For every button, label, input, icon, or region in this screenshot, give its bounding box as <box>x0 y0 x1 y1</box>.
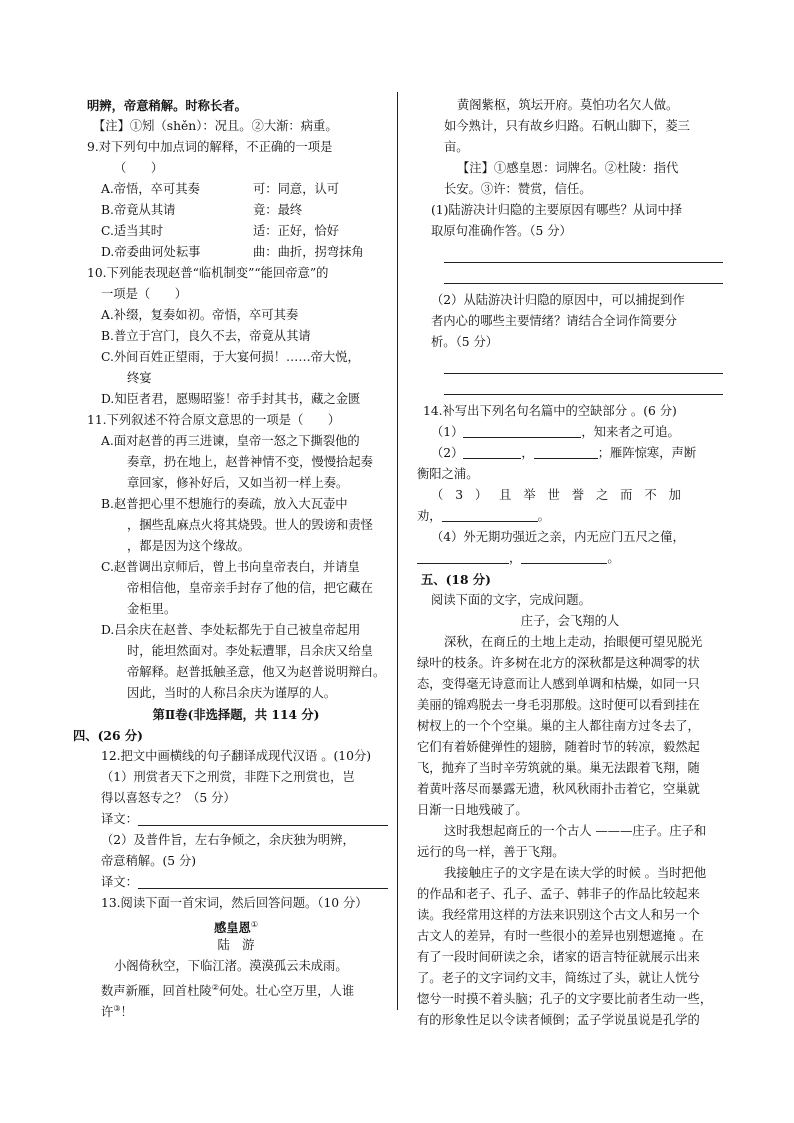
fill-item-3-cont: 劝， 。 <box>417 509 550 523</box>
option-d-cont: 帝解释。赵普抵触圣意，他又为赵普说明辩白。 <box>127 665 386 679</box>
text-line: 明辨，帝意稍解。时称长者。 <box>87 98 247 113</box>
answer-line[interactable] <box>444 263 723 284</box>
essay-line: 我接触庄子的文字是在读大学的时候 。当时把他 <box>444 866 707 880</box>
poem-line: 许③！ <box>101 1004 133 1020</box>
option-b: B.普立于宫门，良久不去，帝竟从其请 <box>101 329 311 343</box>
option-c-cont: 帝相信他，皇帝亲手封存了他的信，把它藏在 <box>127 581 373 595</box>
translation-line <box>87 872 385 893</box>
question-13: 13.阅读下面一首宋词，然后回答问题。（10 分） <box>101 896 368 910</box>
column-divider <box>397 92 398 1010</box>
option-b: B.赵普把心里不想施行的奏疏，放入大瓦壶中 <box>101 497 348 511</box>
option-row <box>87 242 385 263</box>
poem-line: 小阁倚秋空，下临江渚。漠漠孤云未成雨。 <box>114 959 348 973</box>
annotation-note: 【注】①矧（shěn）：况且。②大渐：病重。 <box>93 119 338 133</box>
answer-paren: （ ） <box>114 161 164 175</box>
option-gloss: 适：正好，恰好 <box>253 224 340 238</box>
option-text: C.适当其时 <box>101 224 164 238</box>
poem-note-cont: 长安。③许：赞赏，信任。 <box>444 182 592 196</box>
fill-item-2-cont: 衡阳之浦。 <box>417 467 479 481</box>
essay-line: 有的形象性足以令读者倾倒；孟子学说虽说是孔学的 <box>417 1013 700 1027</box>
essay-title: 庄子，会飞翔的人 <box>520 614 620 628</box>
essay-line: 着黄叶落尽而暴露无遗，秋风秋雨扑击着它，空巢就 <box>417 782 700 796</box>
essay-line: 的作品和老子、孔子、孟子、韩非子的作品比较起来 <box>417 887 700 901</box>
essay-line: 有了一段时间研读之余，诸家的语言特征就展示出来 <box>417 950 700 964</box>
question-12-2-cont: 帝意稍解。(5 分) <box>101 854 197 868</box>
answer-line[interactable] <box>444 353 723 374</box>
answer-line[interactable] <box>444 242 723 263</box>
blank-field[interactable] <box>521 549 607 564</box>
left-column <box>73 95 386 1020</box>
essay-line: 古文人的差异，有时一些很小的差异也别想遮掩 。在 <box>417 929 704 943</box>
poem-title: 感皇恩① <box>213 920 259 936</box>
option-c-cont: 金柜里。 <box>127 602 177 616</box>
translation-label: 译文： <box>101 812 138 826</box>
essay-line: 飞，抛弃了当时辛劳筑就的巢。巢无法跟着飞翔，随 <box>417 761 700 775</box>
right-column <box>417 95 723 1031</box>
essay-line: 美丽的锦鸡脱去一身毛羽那般。这时便可以看到挂在 <box>417 698 700 712</box>
question-12-1: （1）刑赏者天下之刑赏，非陛下之刑赏也，岂 <box>101 770 355 784</box>
question-11: 11.下列叙述不符合原文意思的一项是（ ） <box>87 413 341 427</box>
blank-field[interactable] <box>463 444 521 459</box>
option-d-cont: 因此，当时的人称吕余庆为谨厚的人。 <box>127 686 337 700</box>
essay-line: 读。我经常用这样的方法来识别这个古文人和另一个 <box>417 908 700 922</box>
question-12: 12.把文中画横线的句子翻译成现代汉语 。(10分) <box>101 749 372 763</box>
essay-line: 日渐一日地残破了。 <box>417 803 528 817</box>
essay-line: 树杈上的一个个空巢。巢的主人都往南方过冬去了， <box>417 719 700 733</box>
answer-line[interactable] <box>444 374 723 395</box>
question-12-2: （2）及普件旨，左右争倾之，余庆独为明辨， <box>101 833 355 847</box>
essay-line: 了。老子的文字词约文丰，简练过了头，就让人恍兮 <box>417 971 700 985</box>
blank-field[interactable] <box>417 549 509 564</box>
essay-line: 它们有着娇健弹性的翅膀，随着时节的转凉，毅然起 <box>417 740 700 754</box>
question-12-1-cont: 得以喜怒专之？（5 分） <box>101 791 236 805</box>
poem-author: 陆 游 <box>217 938 255 952</box>
option-row <box>87 179 385 200</box>
fill-item-4-cont: ， 。 <box>417 548 723 569</box>
option-row <box>87 221 385 242</box>
reading-instruction: 阅读下面的文字，完成问题。 <box>431 593 591 607</box>
question-13-1-cont: 取原句准确作答。（5 分） <box>431 224 572 238</box>
translation-line <box>87 809 385 830</box>
question-13-2: （2）从陆游决计归隐的原因中，可以捕捉到作 <box>431 293 685 307</box>
option-gloss: 可：同意，认可 <box>253 182 340 196</box>
translation-answer-field[interactable] <box>138 810 388 826</box>
fill-item-1: （1） ，知来者之可追。 <box>431 425 680 439</box>
blank-field[interactable] <box>442 507 538 522</box>
option-c: C.外间百姓正望雨，于大宴何损！……帝大悦， <box>101 350 360 364</box>
question-10: 10.下列能表现赵普“临机制变”“能回帝意”的 <box>87 266 329 280</box>
option-b-cont: ，都是因为这个缘故。 <box>127 539 250 553</box>
translation-label: 译文： <box>101 875 138 889</box>
option-d: D.吕余庆在赵普、李处耘都先于自己被皇帝起用 <box>101 623 361 637</box>
poem-line: 黄阁紫枢，筑坛开府。莫怕功名欠人做。 <box>457 98 679 112</box>
essay-line: 态，变得毫无诗意而让人感到单调和枯燥，如同一只 <box>417 677 700 691</box>
section-heading: 第Ⅱ卷(非选择题，共 114 分) <box>152 707 320 722</box>
question-10-cont: 一项是（ ） <box>101 287 188 301</box>
essay-line: 惚兮一时摸不着头脑；孔子的文字要比前者生动一些， <box>417 992 713 1006</box>
option-text: D.帝委曲诃处耘事 <box>101 245 201 259</box>
translation-answer-field[interactable] <box>138 873 388 889</box>
question-13-2-cont: 者内心的哪些主要情绪？请结合全词作简要分 <box>431 314 677 328</box>
essay-line: 远行的鸟一样，善于飞翔。 <box>417 845 565 859</box>
question-14: 14.补写出下列名句名篇中的空缺部分 。(6 分) <box>423 404 677 418</box>
section-5-heading: 五、(18 分) <box>421 572 491 587</box>
option-text: A.帝悟，卒可其奏 <box>101 182 200 196</box>
option-b-cont: ，捆些乱麻点火将其烧毁。世人的毁谤和责怪 <box>127 518 373 532</box>
fill-item-4: （4）外无期功强近之亲，内无应门五尺之僮， <box>431 530 685 544</box>
blank-field[interactable] <box>463 423 581 438</box>
fill-item-2: （2） ， ；雁阵惊寒，声断 <box>431 446 697 460</box>
option-a-cont: 奏章，扔在地上，赵普神情不变，慢慢拾起奏 <box>127 455 373 469</box>
option-gloss: 曲：曲折，拐弯抹角 <box>253 245 364 259</box>
essay-line: 深秋，在商丘的土地上走动，抬眼便可望见脱光 <box>444 635 703 649</box>
option-row <box>87 200 385 221</box>
option-c-cont: 终宴 <box>127 371 152 385</box>
section-4-heading: 四、(26 分) <box>73 728 143 743</box>
option-a: A.补缀，复奏如初。帝悟，卒可其奏 <box>101 308 299 322</box>
option-c: C.赵普调出京师后，曾上书向皇帝表白，并请皇 <box>101 560 360 574</box>
question-9: 9.对下列句中加点词的解释，不正确的一项是 <box>87 140 333 154</box>
option-d-cont: 时，能坦然面对。李处耘遭罪，吕余庆又给皇 <box>127 644 373 658</box>
essay-line: 绿叶的枝条。许多树在北方的深秋都是这种凋零的状 <box>417 656 700 670</box>
poem-note: 【注】①感皇恩：词牌名。②杜陵：指代 <box>457 161 679 175</box>
poem-line: 亩。 <box>444 140 469 154</box>
option-a: A.面对赵普的再三进谏，皇帝一怒之下撕裂他的 <box>101 434 360 448</box>
blank-field[interactable] <box>534 444 598 459</box>
question-13-1: (1)陆游决计归隐的主要原因有哪些？从词中择 <box>431 203 683 217</box>
poem-line: 如今熟计，只有故乡归路。石帆山脚下，菱三 <box>444 119 690 133</box>
poem-line: 数声新雁，回首杜陵②何处。壮心空万里，人谁 <box>101 983 355 999</box>
option-gloss: 竟：最终 <box>253 203 303 217</box>
option-a-cont: 章回家，修补好后，又如当初一样上奏。 <box>127 476 349 490</box>
essay-line: 这时我想起商丘的一个古人 ———庄子。庄子和 <box>444 824 707 838</box>
option-d: D.知臣者君，愿赐昭鉴！帝手封其书，藏之金匮 <box>101 392 361 406</box>
fill-item-3: （ 3 ） 且 举 世 誉 之 而 不 加 <box>431 488 681 502</box>
option-text: B.帝竟从其请 <box>101 203 176 217</box>
question-13-2-cont: 析。（5 分） <box>431 335 499 349</box>
